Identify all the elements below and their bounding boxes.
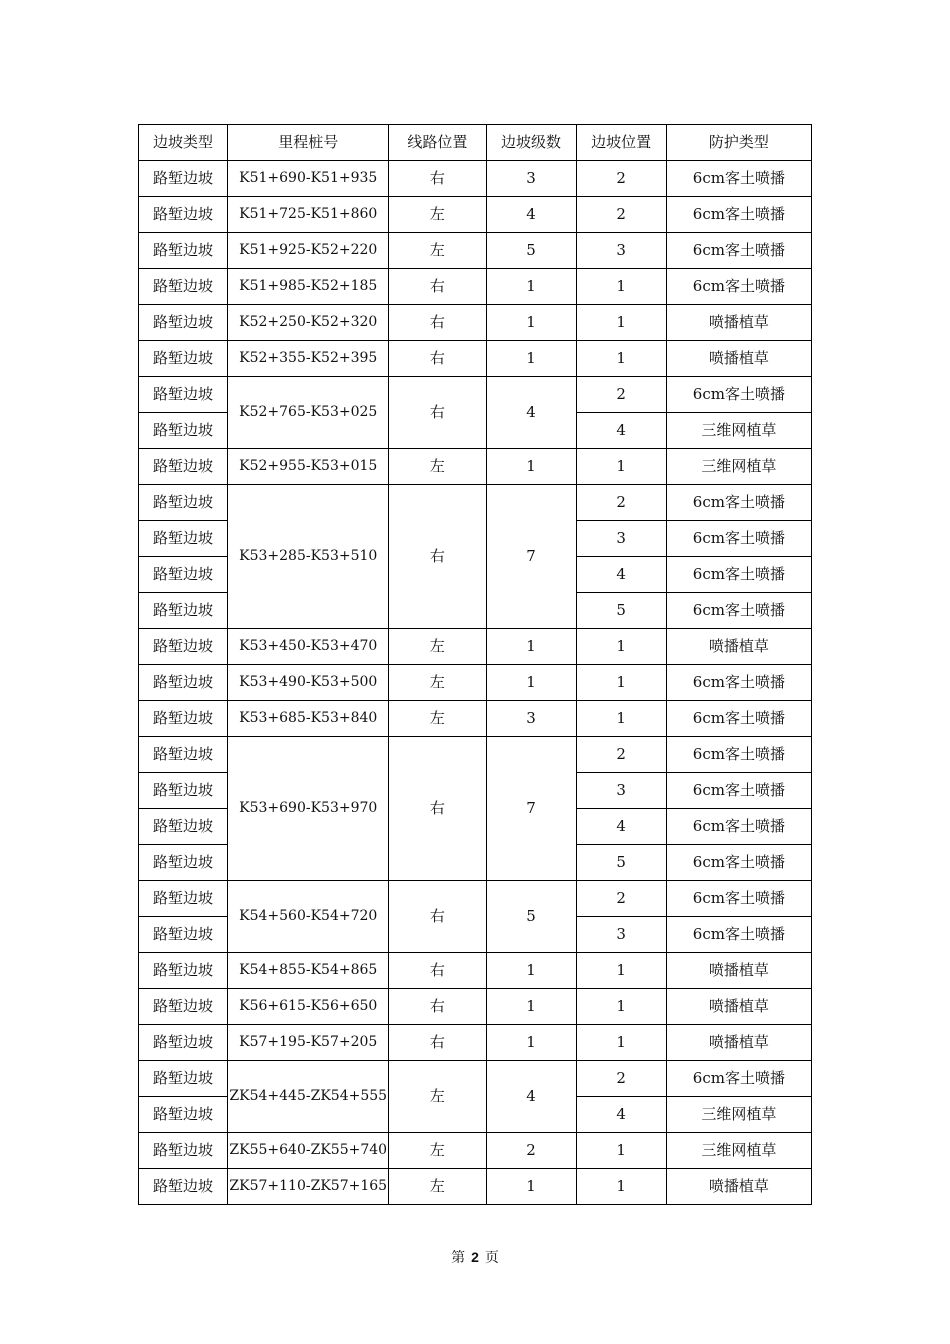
cell-slope-position: 2 xyxy=(576,1061,666,1097)
cell-mileage: K54+560-K54+720 xyxy=(228,881,389,953)
page-prefix: 第 xyxy=(451,1250,466,1266)
cell-line-side: 左 xyxy=(389,197,486,233)
cell-protection-type: 6cm客土喷播 xyxy=(666,233,811,269)
cell-slope-type: 路堑边坡 xyxy=(139,521,228,557)
cell-protection-type: 喷播植草 xyxy=(666,989,811,1025)
cell-slope-type: 路堑边坡 xyxy=(139,1061,228,1097)
cell-slope-levels: 1 xyxy=(486,341,576,377)
cell-protection-type: 喷播植草 xyxy=(666,1169,811,1205)
cell-protection-type: 6cm客土喷播 xyxy=(666,557,811,593)
cell-slope-type: 路堑边坡 xyxy=(139,701,228,737)
cell-protection-type: 6cm客土喷播 xyxy=(666,197,811,233)
table-row xyxy=(139,1169,812,1205)
cell-slope-type: 路堑边坡 xyxy=(139,917,228,953)
cell-protection-type: 6cm客土喷播 xyxy=(666,917,811,953)
cell-mileage: K53+690-K53+970 xyxy=(228,737,389,881)
cell-slope-type: 路堑边坡 xyxy=(139,1025,228,1061)
cell-slope-levels: 3 xyxy=(486,161,576,197)
cell-protection-type: 6cm客土喷播 xyxy=(666,377,811,413)
cell-slope-levels: 1 xyxy=(486,269,576,305)
table-row xyxy=(139,701,812,737)
cell-slope-levels: 1 xyxy=(486,953,576,989)
cell-protection-type: 喷播植草 xyxy=(666,1025,811,1061)
cell-slope-type: 路堑边坡 xyxy=(139,341,228,377)
cell-slope-levels: 5 xyxy=(486,233,576,269)
cell-line-side: 左 xyxy=(389,449,486,485)
cell-line-side: 左 xyxy=(389,629,486,665)
cell-slope-levels: 7 xyxy=(486,485,576,629)
cell-mileage: K53+685-K53+840 xyxy=(228,701,389,737)
cell-slope-levels: 3 xyxy=(486,701,576,737)
cell-mileage: K51+925-K52+220 xyxy=(228,233,389,269)
cell-slope-type: 路堑边坡 xyxy=(139,665,228,701)
cell-line-side: 左 xyxy=(389,1133,486,1169)
cell-slope-levels: 4 xyxy=(486,377,576,449)
header-line-side: 线路位置 xyxy=(389,125,486,161)
cell-protection-type: 6cm客土喷播 xyxy=(666,665,811,701)
cell-protection-type: 三维网植草 xyxy=(666,1097,811,1133)
table-row xyxy=(139,1025,812,1061)
cell-slope-type: 路堑边坡 xyxy=(139,809,228,845)
cell-protection-type: 6cm客土喷播 xyxy=(666,773,811,809)
cell-slope-position: 1 xyxy=(576,449,666,485)
header-slope-position: 边坡位置 xyxy=(576,125,666,161)
cell-line-side: 右 xyxy=(389,161,486,197)
cell-mileage: K56+615-K56+650 xyxy=(228,989,389,1025)
cell-protection-type: 6cm客土喷播 xyxy=(666,737,811,773)
header-slope-levels: 边坡级数 xyxy=(486,125,576,161)
cell-slope-position: 4 xyxy=(576,809,666,845)
header-slope-type: 边坡类型 xyxy=(139,125,228,161)
cell-slope-type: 路堑边坡 xyxy=(139,413,228,449)
cell-slope-position: 2 xyxy=(576,161,666,197)
cell-protection-type: 6cm客土喷播 xyxy=(666,485,811,521)
cell-slope-levels: 1 xyxy=(486,1025,576,1061)
table-row xyxy=(139,629,812,665)
cell-slope-levels: 5 xyxy=(486,881,576,953)
cell-mileage: K53+490-K53+500 xyxy=(228,665,389,701)
cell-slope-type: 路堑边坡 xyxy=(139,161,228,197)
cell-mileage: K51+985-K52+185 xyxy=(228,269,389,305)
cell-slope-position: 2 xyxy=(576,197,666,233)
cell-mileage: ZK57+110-ZK57+165 xyxy=(228,1169,389,1205)
table-row xyxy=(139,485,812,521)
cell-slope-type: 路堑边坡 xyxy=(139,773,228,809)
cell-slope-type: 路堑边坡 xyxy=(139,269,228,305)
cell-slope-type: 路堑边坡 xyxy=(139,593,228,629)
cell-line-side: 右 xyxy=(389,989,486,1025)
cell-slope-levels: 1 xyxy=(486,449,576,485)
cell-protection-type: 6cm客土喷播 xyxy=(666,809,811,845)
cell-line-side: 右 xyxy=(389,341,486,377)
cell-mileage: K51+725-K51+860 xyxy=(228,197,389,233)
cell-line-side: 右 xyxy=(389,377,486,449)
page-footer xyxy=(0,1247,950,1267)
cell-slope-type: 路堑边坡 xyxy=(139,989,228,1025)
cell-mileage: K54+855-K54+865 xyxy=(228,953,389,989)
cell-slope-type: 路堑边坡 xyxy=(139,1097,228,1133)
cell-mileage: K52+765-K53+025 xyxy=(228,377,389,449)
cell-slope-levels: 1 xyxy=(486,665,576,701)
cell-line-side: 左 xyxy=(389,1061,486,1133)
cell-mileage: K57+195-K57+205 xyxy=(228,1025,389,1061)
table-row xyxy=(139,1133,812,1169)
cell-slope-position: 1 xyxy=(576,953,666,989)
table-row xyxy=(139,881,812,917)
cell-mileage: K52+955-K53+015 xyxy=(228,449,389,485)
table-row xyxy=(139,989,812,1025)
cell-line-side: 右 xyxy=(389,737,486,881)
cell-mileage: K53+285-K53+510 xyxy=(228,485,389,629)
page-number: 2 xyxy=(471,1249,479,1265)
cell-slope-levels: 2 xyxy=(486,1133,576,1169)
table-row xyxy=(139,305,812,341)
cell-protection-type: 喷播植草 xyxy=(666,305,811,341)
cell-protection-type: 6cm客土喷播 xyxy=(666,1061,811,1097)
cell-slope-position: 2 xyxy=(576,377,666,413)
cell-mileage: K52+355-K52+395 xyxy=(228,341,389,377)
cell-slope-type: 路堑边坡 xyxy=(139,449,228,485)
cell-slope-type: 路堑边坡 xyxy=(139,233,228,269)
cell-protection-type: 喷播植草 xyxy=(666,629,811,665)
cell-slope-type: 路堑边坡 xyxy=(139,629,228,665)
cell-mileage: K53+450-K53+470 xyxy=(228,629,389,665)
cell-mileage: K51+690-K51+935 xyxy=(228,161,389,197)
cell-slope-type: 路堑边坡 xyxy=(139,485,228,521)
cell-line-side: 左 xyxy=(389,1169,486,1205)
cell-mileage: ZK55+640-ZK55+740 xyxy=(228,1133,389,1169)
cell-slope-position: 3 xyxy=(576,521,666,557)
table-row xyxy=(139,737,812,773)
cell-slope-levels: 1 xyxy=(486,629,576,665)
cell-slope-type: 路堑边坡 xyxy=(139,197,228,233)
cell-slope-type: 路堑边坡 xyxy=(139,953,228,989)
table-row xyxy=(139,377,812,413)
cell-line-side: 左 xyxy=(389,665,486,701)
cell-slope-position: 3 xyxy=(576,773,666,809)
cell-slope-levels: 1 xyxy=(486,1169,576,1205)
cell-protection-type: 三维网植草 xyxy=(666,413,811,449)
cell-slope-position: 5 xyxy=(576,845,666,881)
cell-protection-type: 三维网植草 xyxy=(666,449,811,485)
cell-protection-type: 6cm客土喷播 xyxy=(666,701,811,737)
cell-slope-position: 1 xyxy=(576,1025,666,1061)
table-row xyxy=(139,341,812,377)
cell-protection-type: 6cm客土喷播 xyxy=(666,521,811,557)
cell-protection-type: 6cm客土喷播 xyxy=(666,881,811,917)
cell-line-side: 右 xyxy=(389,881,486,953)
table-row xyxy=(139,665,812,701)
cell-protection-type: 6cm客土喷播 xyxy=(666,161,811,197)
table-row xyxy=(139,197,812,233)
cell-slope-position: 1 xyxy=(576,1169,666,1205)
table-row xyxy=(139,449,812,485)
cell-protection-type: 喷播植草 xyxy=(666,953,811,989)
cell-line-side: 左 xyxy=(389,233,486,269)
cell-slope-position: 4 xyxy=(576,557,666,593)
cell-protection-type: 喷播植草 xyxy=(666,341,811,377)
cell-slope-position: 1 xyxy=(576,305,666,341)
cell-slope-position: 4 xyxy=(576,413,666,449)
cell-slope-position: 2 xyxy=(576,485,666,521)
cell-slope-type: 路堑边坡 xyxy=(139,557,228,593)
cell-line-side: 右 xyxy=(389,953,486,989)
cell-slope-type: 路堑边坡 xyxy=(139,305,228,341)
table-body xyxy=(139,161,812,1205)
cell-slope-position: 1 xyxy=(576,989,666,1025)
cell-protection-type: 三维网植草 xyxy=(666,1133,811,1169)
cell-line-side: 右 xyxy=(389,305,486,341)
cell-slope-position: 1 xyxy=(576,341,666,377)
cell-slope-type: 路堑边坡 xyxy=(139,845,228,881)
cell-slope-type: 路堑边坡 xyxy=(139,1169,228,1205)
cell-slope-position: 4 xyxy=(576,1097,666,1133)
table-row xyxy=(139,953,812,989)
cell-slope-position: 1 xyxy=(576,269,666,305)
cell-slope-levels: 7 xyxy=(486,737,576,881)
cell-slope-type: 路堑边坡 xyxy=(139,377,228,413)
cell-slope-levels: 4 xyxy=(486,1061,576,1133)
cell-line-side: 右 xyxy=(389,485,486,629)
table-header-row xyxy=(139,125,812,161)
cell-line-side: 右 xyxy=(389,269,486,305)
cell-slope-levels: 4 xyxy=(486,197,576,233)
cell-slope-levels: 1 xyxy=(486,305,576,341)
cell-slope-type: 路堑边坡 xyxy=(139,737,228,773)
header-protection-type: 防护类型 xyxy=(666,125,811,161)
cell-slope-position: 3 xyxy=(576,233,666,269)
cell-slope-position: 5 xyxy=(576,593,666,629)
table-row xyxy=(139,161,812,197)
cell-line-side: 右 xyxy=(389,1025,486,1061)
cell-slope-position: 1 xyxy=(576,665,666,701)
cell-mileage: ZK54+445-ZK54+555 xyxy=(228,1061,389,1133)
cell-slope-type: 路堑边坡 xyxy=(139,1133,228,1169)
cell-line-side: 左 xyxy=(389,701,486,737)
cell-slope-type: 路堑边坡 xyxy=(139,881,228,917)
cell-protection-type: 6cm客土喷播 xyxy=(666,593,811,629)
table-row xyxy=(139,233,812,269)
cell-slope-position: 1 xyxy=(576,629,666,665)
cell-slope-levels: 1 xyxy=(486,989,576,1025)
cell-protection-type: 6cm客土喷播 xyxy=(666,269,811,305)
cell-slope-position: 3 xyxy=(576,917,666,953)
cell-protection-type: 6cm客土喷播 xyxy=(666,845,811,881)
slope-protection-table xyxy=(138,124,812,1205)
table-row xyxy=(139,269,812,305)
cell-slope-position: 2 xyxy=(576,737,666,773)
page-suffix: 页 xyxy=(484,1250,499,1266)
table-row xyxy=(139,1061,812,1097)
header-mileage: 里程桩号 xyxy=(228,125,389,161)
cell-slope-position: 1 xyxy=(576,701,666,737)
cell-slope-position: 2 xyxy=(576,881,666,917)
cell-slope-position: 1 xyxy=(576,1133,666,1169)
cell-mileage: K52+250-K52+320 xyxy=(228,305,389,341)
